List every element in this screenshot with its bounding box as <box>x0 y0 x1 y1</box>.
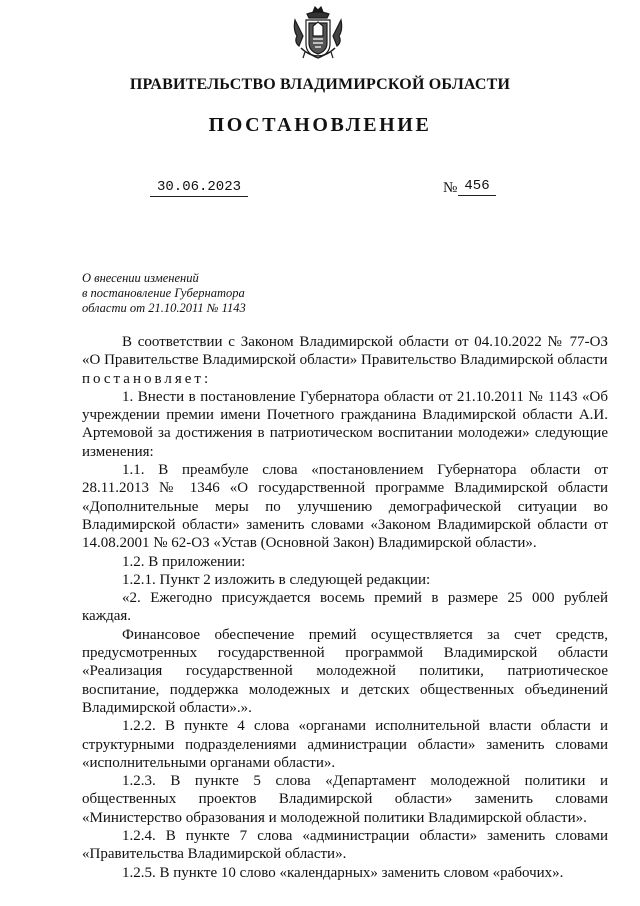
paragraph-quote-2: «2. Ежегодно присуждается восемь премий в размере 25 000 рублей каждая. <box>82 590 608 625</box>
number-sign: № <box>443 180 458 196</box>
document-date: 30.06.2023 <box>150 179 248 197</box>
coat-of-arms-icon <box>291 6 345 64</box>
document-body <box>82 333 608 882</box>
subject-block <box>82 271 246 316</box>
paragraph-item-1-2-4: 1.2.4. В пункте 7 слова «администрации области» заменить словами «Правительства Владимирской области». <box>82 828 608 863</box>
paragraph-resolves: постановляет: <box>82 370 212 387</box>
paragraph-item-1-2: 1.2. В приложении: <box>122 553 246 570</box>
paragraph-financing: Финансовое обеспечение премий осуществляется за счет средств, предусмотренных государственной программой Владимирской области «Реализация государственной молодежной политики, патриотическое воспитание, поддержка молодежных и детских общественных объединений Владимирской области».». <box>82 626 608 716</box>
paragraph-preamble: В соответствии с Законом Владимирской области от 04.10.2022 № 77-ОЗ «О Правительстве Владимирской области» Правительство Владимирской области <box>82 334 608 369</box>
document-number: 456 <box>458 178 496 196</box>
subject-line: в постановление Губернатора <box>82 286 245 300</box>
paragraph-item-1-2-5: 1.2.5. В пункте 10 слово «календарных» заменить словом «рабочих». <box>122 864 564 881</box>
paragraph-item-1-2-1: 1.2.1. Пункт 2 изложить в следующей редакции: <box>122 571 431 588</box>
paragraph-item-1-1: 1.1. В преамбуле слова «постановлением Губернатора области от 28.11.2013 № 1346 «О государственной программе Владимирской области «Дополнительные меры по улучшению демографической ситуации во Владимирской области» заменить словами «Законом Владимирской области от 14.08.2001 № 62-ОЗ «Устав (Основной Закон) Владимирской области». <box>82 462 608 552</box>
subject-line: области от 21.10.2011 № 1143 <box>82 301 246 315</box>
paragraph-item-1-2-3: 1.2.3. В пункте 5 слова «Департамент молодежной политики и общественных проектов Владимирской области» заменить словами «Министерство образования и молодежной политики Владимирской области». <box>82 773 608 826</box>
paragraph-item-1: 1. Внести в постановление Губернатора области от 21.10.2011 № 1143 «Об учреждении премии имени Почетного гражданина Владимирской области А.И. Артемовой за достижения в патриотическом воспитании молодежи» следующие изменения: <box>82 388 608 460</box>
paragraph-item-1-2-2: 1.2.2. В пункте 4 слова «органами исполнительной власти области и структурными подразделениями администрации области» заменить словами «исполнительными органами области». <box>82 718 608 771</box>
government-title: ПРАВИТЕЛЬСТВО ВЛАДИМИРСКОЙ ОБЛАСТИ <box>129 76 511 93</box>
subject-line: О внесении изменений <box>82 271 199 285</box>
document-type-title: ПОСТАНОВЛЕНИЕ <box>208 114 432 136</box>
